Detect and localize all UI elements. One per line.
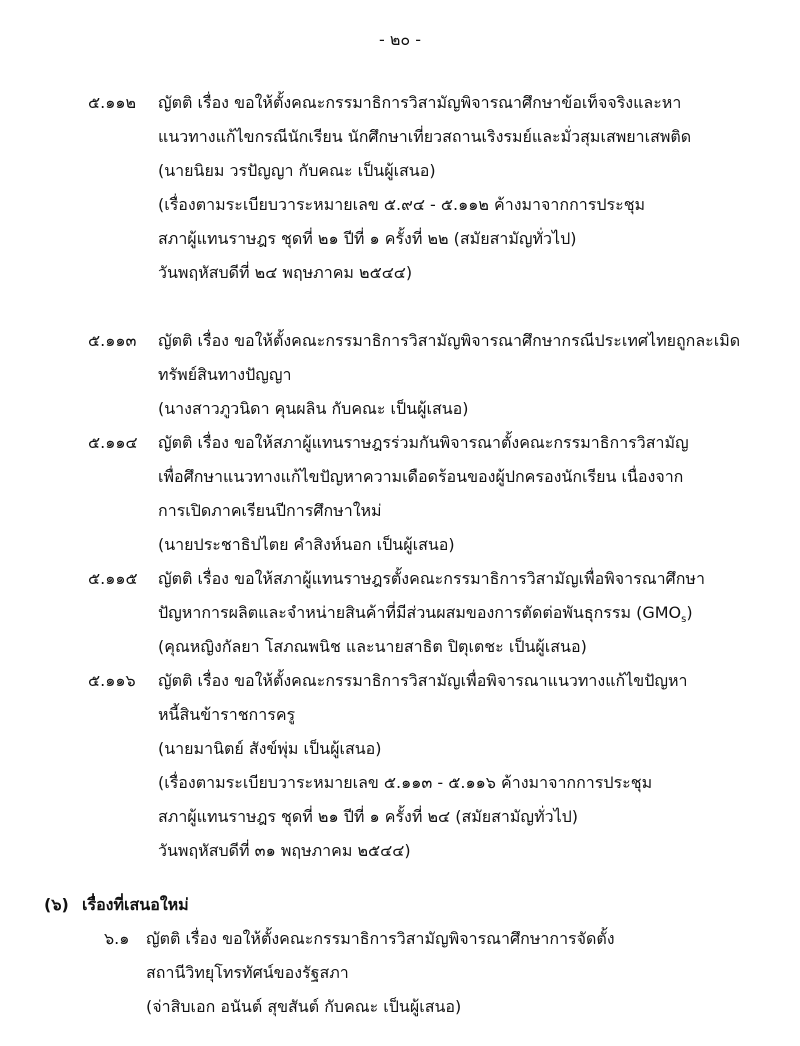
gmo-close-paren: ) — [686, 603, 693, 622]
item-text-line-gmo — [158, 602, 693, 631]
proposer-line: (นายประชาธิปไตย คำสิงห์นอก เป็นผู้เสนอ) — [158, 535, 455, 554]
note-line: (เรื่องตามระเบียบวาระหมายเลข ๕.๙๔ - ๕.๑๑๒ ค้างมาจากการประชุม — [158, 195, 646, 214]
note-line: วันพฤหัสบดีที่ ๓๑ พฤษภาคม ๒๕๔๔) — [158, 841, 411, 860]
item-number: ๕.๑๑๖ — [88, 671, 136, 690]
proposer-line: (จ่าสิบเอก อนันต์ สุขสันต์ กับคณะ เป็นผู้เสนอ) — [146, 997, 462, 1016]
note-line: วันพฤหัสบดีที่ ๒๔ พฤษภาคม ๒๕๔๔) — [158, 263, 413, 282]
item-text-line: การเปิดภาคเรียนปีการศึกษาใหม่ — [158, 501, 382, 520]
item-number: ๕.๑๑๔ — [88, 433, 138, 452]
section-title: เรื่องที่เสนอใหม่ — [82, 895, 189, 914]
item-text-line: สถานีวิทยุโทรทัศน์ของรัฐสภา — [146, 963, 349, 982]
item-text-line: ญัตติ เรื่อง ขอให้ตั้งคณะกรรมาธิการวิสามัญพิจารณาศึกษาการจัดตั้ง — [146, 929, 615, 948]
item-text-line: ญัตติ เรื่อง ขอให้สภาผู้แทนราษฎรตั้งคณะกรรมาธิการวิสามัญเพื่อพิจารณาศึกษา — [158, 569, 705, 588]
gmo-line-text: ปัญหาการผลิตและจำหน่ายสินค้าที่มีส่วนผสมของการตัดต่อพันธุกรรม (GMO — [158, 603, 682, 622]
item-text-line: หนี้สินข้าราชการครู — [158, 705, 296, 724]
item-text-line: ทรัพย์สินทางปัญญา — [158, 365, 292, 384]
gmo-subscript: s — [681, 614, 687, 626]
item-number: ๕.๑๑๓ — [88, 331, 137, 350]
item-number: ๕.๑๑๒ — [88, 93, 137, 112]
note-line: สภาผู้แทนราษฎร ชุดที่ ๒๑ ปีที่ ๑ ครั้งที่ ๒๒ (สมัยสามัญทั่วไป) — [158, 229, 577, 248]
proposer-line: (คุณหญิงกัลยา โสภณพนิช และนายสาธิต ปิตุเตชะ เป็นผู้เสนอ) — [158, 637, 587, 656]
item-text-line: เพื่อศึกษาแนวทางแก้ไขปัญหาความเดือดร้อนของผู้ปกครองนักเรียน เนื่องจาก — [158, 467, 684, 486]
item-number: ๕.๑๑๕ — [88, 569, 138, 588]
note-line: สภาผู้แทนราษฎร ชุดที่ ๒๑ ปีที่ ๑ ครั้งที่ ๒๔ (สมัยสามัญทั่วไป) — [158, 807, 579, 826]
proposer-line: (นายนิยม วรปัญญา กับคณะ เป็นผู้เสนอ) — [158, 161, 436, 180]
section-number: (๖) — [44, 895, 69, 914]
item-text-line: ญัตติ เรื่อง ขอให้ตั้งคณะกรรมาธิการวิสามัญพิจารณาศึกษาข้อเท็จจริงและหา — [158, 93, 682, 112]
item-text-line: ญัตติ เรื่อง ขอให้ตั้งคณะกรรมาธิการวิสามัญพิจารณาศึกษากรณีประเทศไทยถูกละเมิด — [158, 331, 741, 350]
item-number: ๖.๑ — [104, 929, 130, 948]
note-line: (เรื่องตามระเบียบวาระหมายเลข ๕.๑๑๓ - ๕.๑๑๖ ค้างมาจากการประชุม — [158, 773, 653, 792]
item-text-line: ญัตติ เรื่อง ขอให้ตั้งคณะกรรมาธิการวิสามัญเพื่อพิจารณาแนวทางแก้ไขปัญหา — [158, 671, 688, 690]
item-text-line: ญัตติ เรื่อง ขอให้สภาผู้แทนราษฎรร่วมกันพิจารณาตั้งคณะกรรมาธิการวิสามัญ — [158, 433, 689, 452]
item-text-line: แนวทางแก้ไขกรณีนักเรียน นักศึกษาเที่ยวสถานเริงรมย์และมั่วสุมเสพยาเสพติด — [158, 127, 692, 146]
page-number: - ๒๐ - — [378, 30, 422, 49]
proposer-line: (นางสาวภูวนิดา คุนผลิน กับคณะ เป็นผู้เสนอ) — [158, 399, 469, 418]
proposer-line: (นายมานิตย์ สังข์พุ่ม เป็นผู้เสนอ) — [158, 739, 382, 758]
